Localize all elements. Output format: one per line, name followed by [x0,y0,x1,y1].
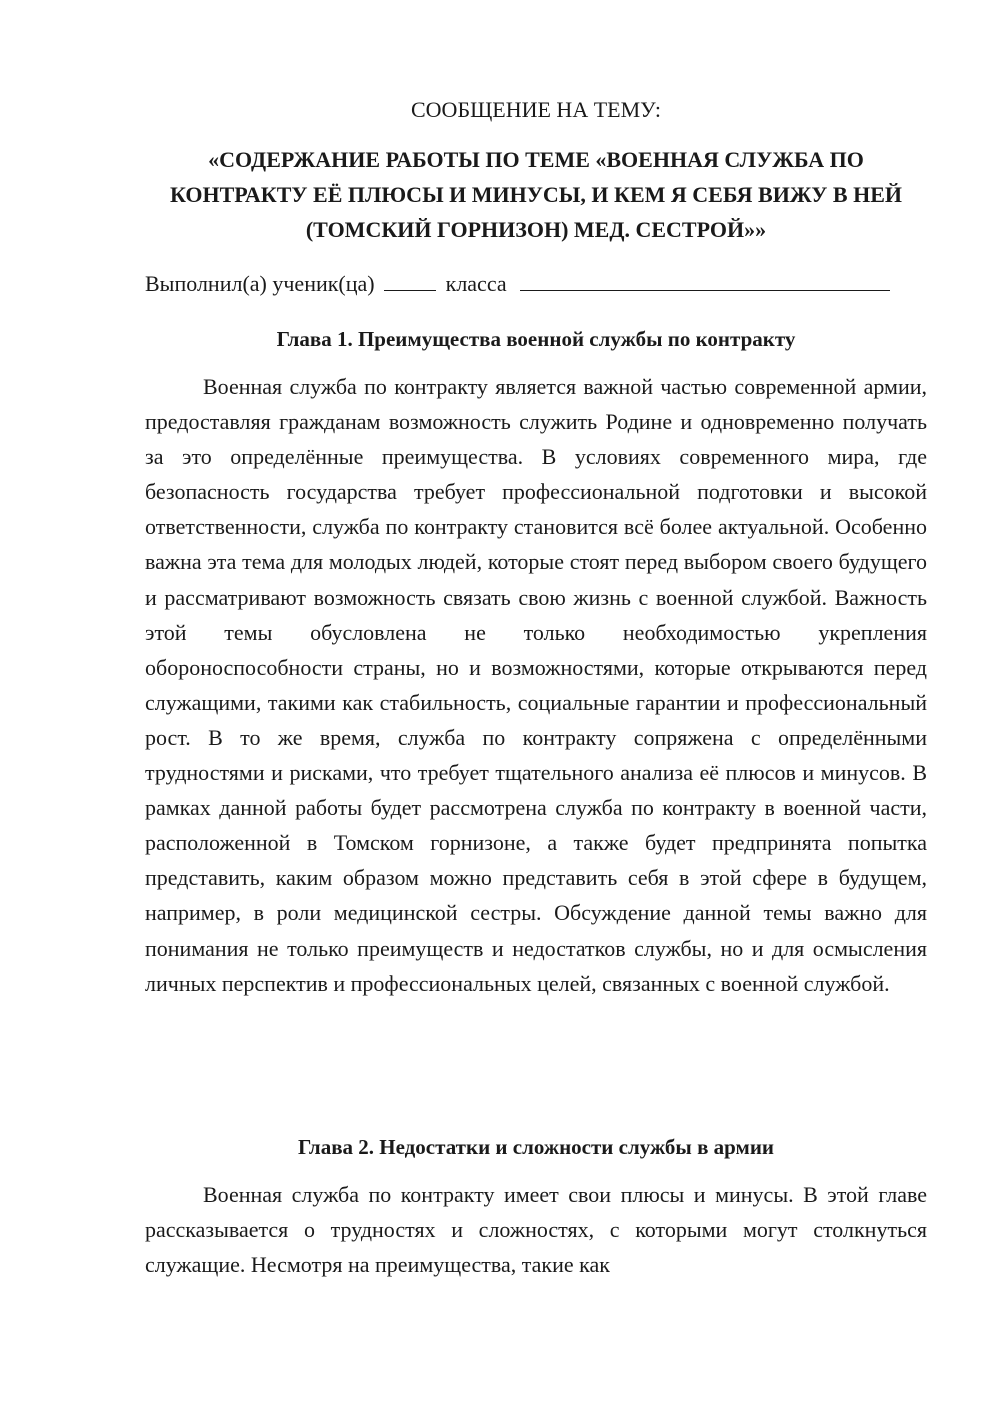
signature-class-word: класса [445,271,507,296]
chapter-1-paragraph: Военная служба по контракту является важной частью современной армии, предоставляя гражданам возможность служить Родине и одновременно получать за это определённые преимущества. В условиях современного мира, где безопасность государства требует профессиональной подготовки и высокой ответственности, служба по контракту становится всё более актуальной. Особенно важна эта тема для молодых людей, которые стоят перед выбором своего будущего и рассматривают возможность связать свою жизнь с военной службой. Важность этой темы обусловлена не только необходимостью укрепления обороноспособности страны, но и возможностями, которые открываются перед служащими, такими как стабильность, социальные гарантии и профессиональный рост. В то же время, служба по контракту сопряжена с определёнными трудностями и рисками, что требует тщательного анализа её плюсов и минусов. В рамках данной работы будет рассмотрена служба по контракту в военной части, расположенной в Томском горнизоне, а также будет предпринята попытка представить, каким образом можно представить себя в этой сфере в будущем, например, в роли медицинской сестры. Обсуждение данной темы важно для понимания не только преимуществ и недостатков службы, но и для осмысления личных перспектив и профессиональных целей, связанных с военной службой. [145,374,927,996]
class-blank-field [384,270,436,291]
signature-line [145,270,890,298]
chapter-2-paragraph: Военная служба по контракту имеет свои плюсы и минусы. В этой главе рассказывается о трудностях и сложностях, с которыми могут столкнуться служащие. Несмотря на преимущества, такие как [145,1182,927,1278]
chapter-2-heading: Глава 2. Недостатки и сложности службы в армии [297,1135,775,1159]
name-blank-field [520,270,890,291]
signature-prefix: Выполнил(а) ученик(ца) [145,271,375,296]
header-label: СООБЩЕНИЕ НА ТЕМУ: [411,97,661,122]
document-title: «СОДЕРЖАНИЕ РАБОТЫ ПО ТЕМЕ «ВОЕННАЯ СЛУЖБА ПО КОНТРАКТУ ЕЁ ПЛЮСЫ И МИНУСЫ, И КЕМ Я СЕБЯ ВИЖУ В НЕЙ (ТОМСКИЙ ГОРНИЗОН) МЕД. СЕСТРОЙ»» [169,147,903,242]
chapter-1-heading: Глава 1. Преимущества военной службы по контракту [276,327,796,351]
